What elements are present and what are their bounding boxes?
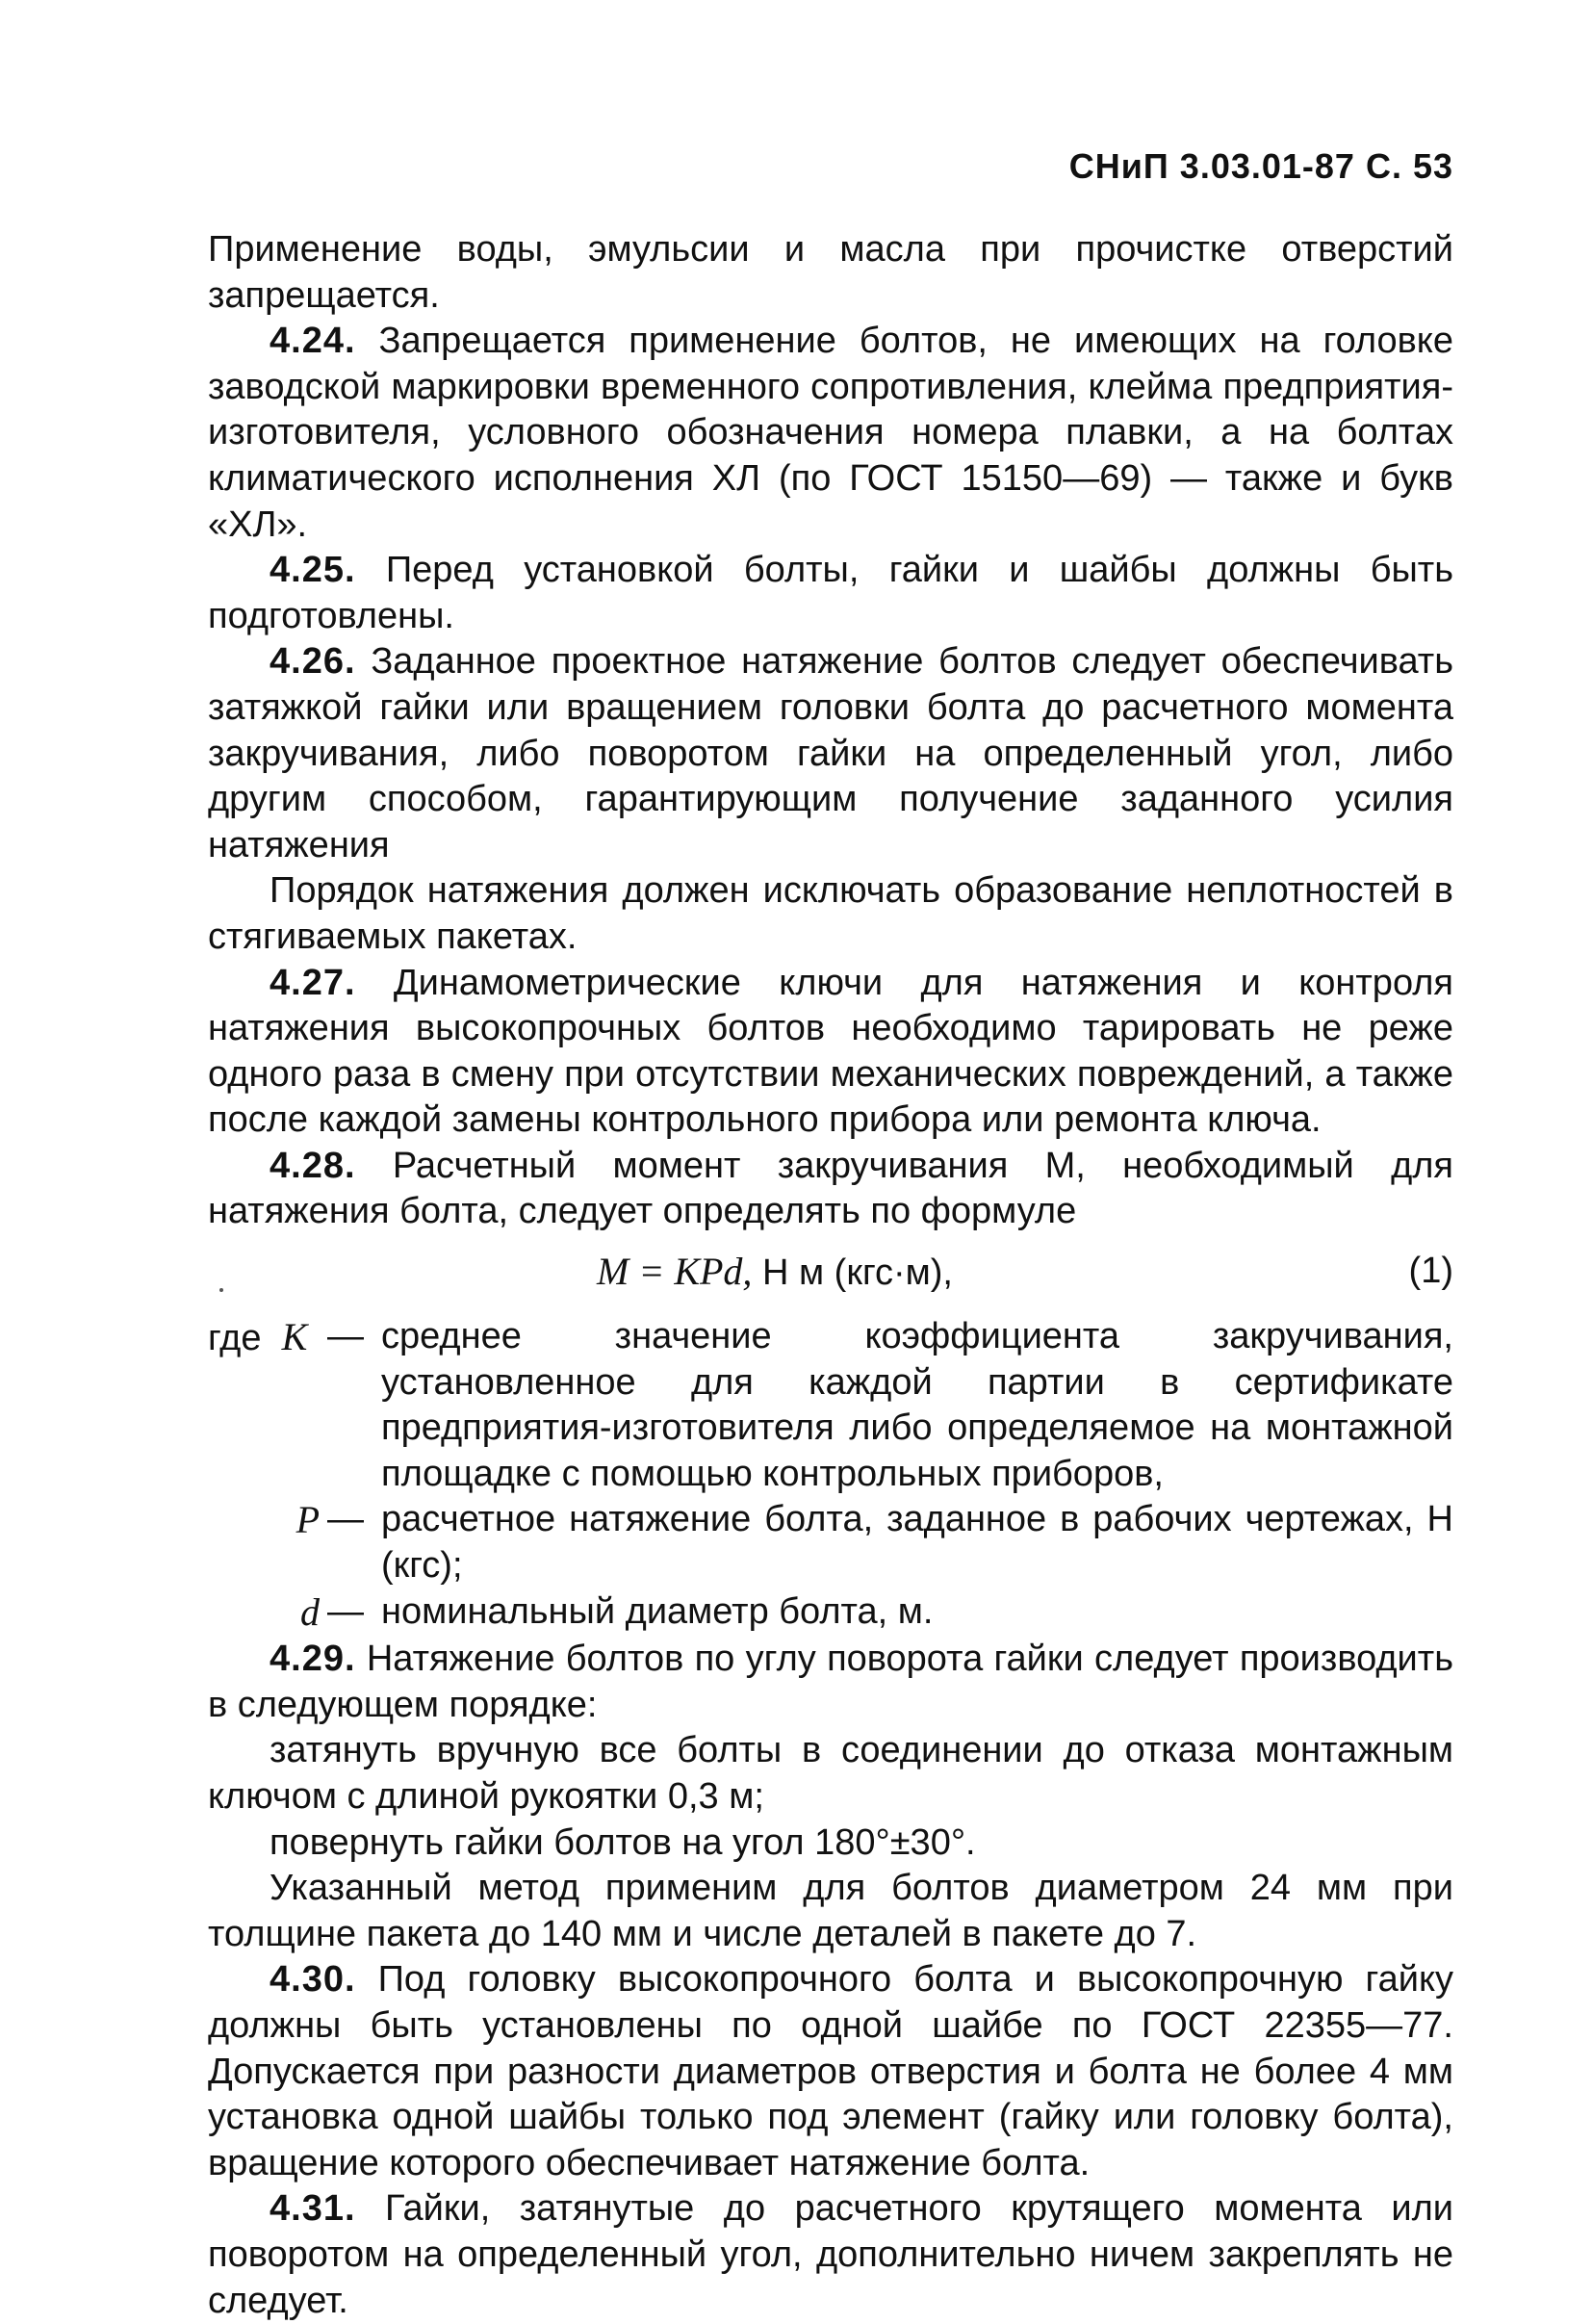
paragraph-step-1 [208, 1728, 1453, 1820]
paragraph-4-26 [208, 639, 1453, 868]
clause-number: 4.24. [270, 321, 356, 362]
definitions-list [208, 1314, 1453, 1637]
paragraph-4-24 [208, 319, 1453, 548]
paragraph-order [208, 868, 1453, 960]
paragraph-text: Натяжение болтов по углу поворота гайки следует производить в следующем порядке: [208, 1639, 1453, 1725]
clause-number: 4.27. [270, 962, 356, 1003]
formula-units: Н м (кгс·м), [752, 1252, 953, 1294]
definition-text: расчетное натяжение болта, заданное в рабочих чертежах, Н (кгс); [381, 1499, 1453, 1587]
formula-number: (1) [1408, 1251, 1453, 1292]
clause-number: 4.31. [270, 2188, 356, 2230]
clause-number: 4.25. [270, 550, 356, 591]
paragraph-text: затянуть вручную все болты в соединении до отказа монтажным ключом с длиной рукоятки 0,3 м; [208, 1730, 1453, 1817]
paragraph-4-30 [208, 1957, 1453, 2186]
definition-dash: — [327, 1499, 364, 1540]
paragraph-text: повернуть гайки болтов на угол 180°±30°. [270, 1821, 976, 1863]
definition-label [208, 1497, 327, 1545]
paragraph-4-29 [208, 1637, 1453, 1728]
paragraph-4-25 [208, 548, 1453, 639]
paragraph-method-note [208, 1866, 1453, 1957]
clause-number: 4.30. [270, 1959, 356, 2001]
paragraph-text: Расчетный момент закручивания М, необходимый для натяжения болта, следует определять по формуле [208, 1145, 1453, 1232]
paragraph-text: Гайки, затянутые до расчетного крутящего момента или поворотом на определенный угол, дополнительно ничем закреплять не следует. [208, 2188, 1453, 2321]
definition-p [208, 1497, 1453, 1588]
paragraph-4-28 [208, 1144, 1453, 1235]
paragraph-4-27 [208, 961, 1453, 1144]
paragraph-text: Динамометрические ключи для натяжения и контроля натяжения высокопрочных болтов необходимо тарировать не реже одного раза в смену при отсутствии механических повреждений, а также после каждой замены контрольного прибора или ремонта ключа. [208, 962, 1453, 1141]
paragraph-text: Под головку высокопрочного болта и высокопрочную гайку должны быть установлены по одной шайбе по ГОСТ 22355—77. Допускается при разности диаметров отверстия и болта не более 4 мм установка одной шайбы только под элемент (гайку или головку болта), вращение которого обеспечивает натяжение болта. [208, 1959, 1453, 2183]
definition-k [208, 1314, 1453, 1497]
paragraph-text: Порядок натяжения должен исключать образование неплотностей в стягиваемых пакетах. [208, 870, 1453, 957]
where-word: где [208, 1318, 262, 1359]
paragraph-text: Запрещается применение болтов, не имеющих на головке заводской маркировки временного сопротивления, клейма предприятия-изготовителя, условного обозначения номера плавки, а на болтах климатического исполнения ХЛ (по ГОСТ 15150—69) — также и букв «ХЛ». [208, 321, 1453, 545]
paragraph-step-2 [208, 1820, 1453, 1867]
definition-text: среднее значение коэффициента закручивания, установленное для каждой партии в сертификате предприятия-изготовителя либо определяемое на монтажной площадке с помощью контрольных приборов, [381, 1316, 1453, 1494]
symbol-p: P [295, 1498, 320, 1542]
definition-dash: — [327, 1590, 364, 1632]
scan-speck [219, 1288, 223, 1292]
formula-math: M = KPd, [597, 1250, 753, 1294]
formula-expression [597, 1249, 953, 1297]
clause-number: 4.26. [270, 641, 356, 683]
clause-number: 4.29. [270, 1639, 356, 1680]
definition-d [208, 1589, 1453, 1638]
paragraph-text: Перед установкой болты, гайки и шайбы должны быть подготовлены. [208, 550, 1453, 636]
running-head: СНиП 3.03.01-87 С. 53 [1068, 146, 1453, 186]
paragraph-text: Применение воды, эмульсии и масла при прочистке отверстий запрещается. [208, 229, 1453, 316]
symbol-d: d [300, 1589, 320, 1634]
definition-label [208, 1589, 327, 1638]
paragraph-text: Заданное проектное натяжение болтов следует обеспечивать затяжкой гайки или вращением головки болта до расчетного момента закручивания, либо поворотом гайки на определенный угол, либо другим способом, гарантирующим получение заданного усилия натяжения [208, 641, 1453, 865]
paragraph-4-31 [208, 2186, 1453, 2324]
formula-1 [208, 1249, 1453, 1306]
paragraph-intro [208, 227, 1453, 319]
definition-label [208, 1314, 327, 1362]
clause-number: 4.28. [270, 1145, 356, 1186]
definition-dash: — [327, 1316, 364, 1357]
body-text [208, 227, 1453, 2324]
definition-text: номинальный диаметр болта, м. [381, 1590, 934, 1632]
paragraph-text: Указанный метод применим для болтов диаметром 24 мм при толщине пакета до 140 мм и числе деталей в пакете до 7. [208, 1868, 1453, 1954]
symbol-k: K [281, 1315, 308, 1359]
